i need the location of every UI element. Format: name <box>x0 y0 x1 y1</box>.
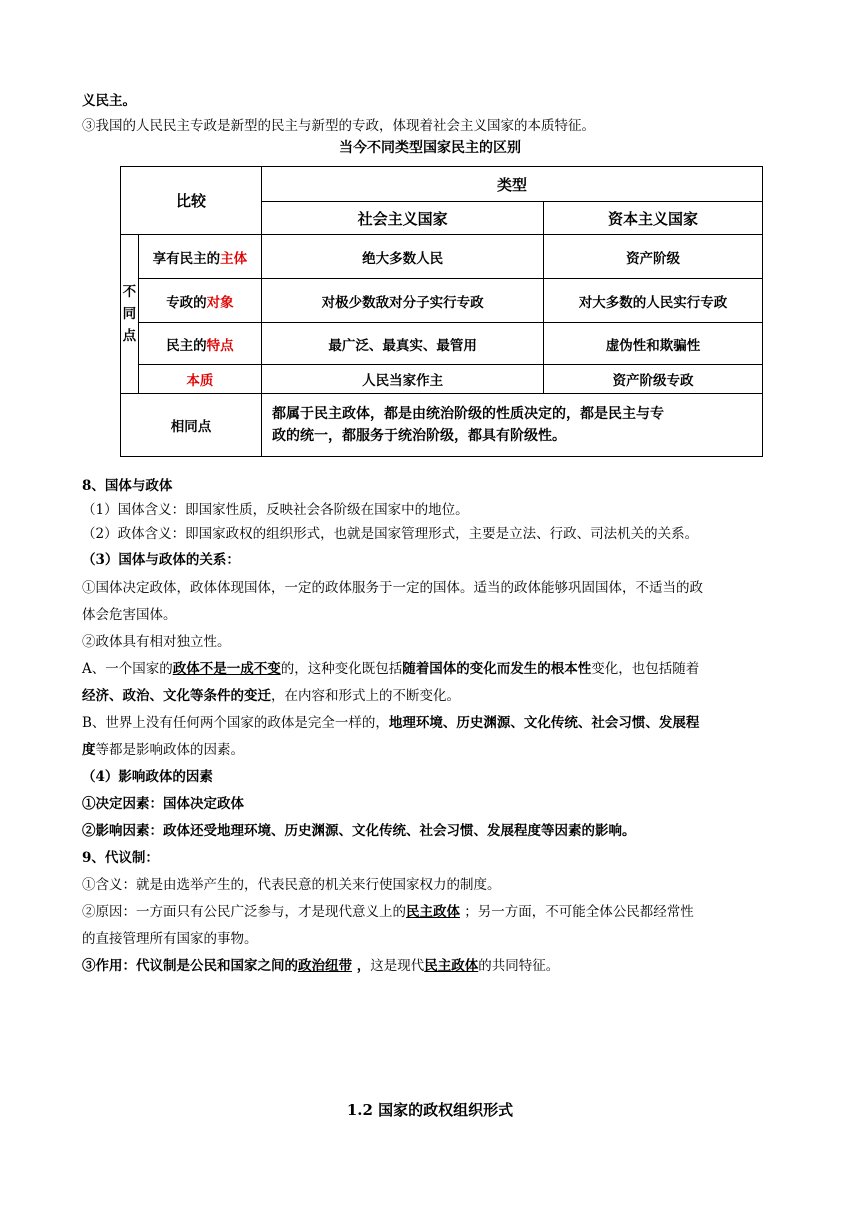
table-row <box>121 394 763 457</box>
section-9-title: 9、代议制： <box>82 850 159 866</box>
table-caption: 当今不同类型国家民主的区别 <box>339 140 521 156</box>
intro-line-1: 义民主。 <box>82 93 136 109</box>
type-header: 类型 <box>262 167 763 202</box>
s8-p7: ①决定因素：国体决定政体 <box>82 796 244 812</box>
compare-header: 比较 <box>121 167 262 235</box>
same-label: 相同点 <box>121 394 262 457</box>
s9-p2: ②原因：一方面只有公民广泛参与，才是现代意义上的民主政体 ；另一方面，不可能全体公民都经常性 <box>82 904 694 920</box>
table-row <box>121 323 763 365</box>
s8-p6: （4）影响政体的因素 <box>82 769 213 785</box>
same-text <box>262 394 763 457</box>
table-row <box>121 365 763 394</box>
section-8-title: 8、国体与政体 <box>82 478 173 494</box>
capitalist-cell: 资产阶级专政 <box>544 365 763 394</box>
row-label: 专政的对象 <box>138 279 261 323</box>
socialist-cell: 绝大多数人民 <box>262 235 544 279</box>
socialist-header: 社会主义国家 <box>262 202 544 235</box>
s8-p8: ②影响因素：政体还受地理环境、历史渊源、文化传统、社会习惯、发展程度等因素的影响。 <box>82 823 636 839</box>
s8-point-b-cont: 度等都是影响政体的因素。 <box>82 742 244 758</box>
s8-point-a: A、一个国家的政体不是一成不变的，这种变化既包括随着国体的变化而发生的根本性变化，也包括随着 <box>82 661 700 677</box>
s8-p3: （3）国体与政体的关系： <box>82 552 240 568</box>
s8-p2: （2）政体含义：即国家政权的组织形式，也就是国家管理形式，主要是立法、行政、司法机关的关系。 <box>82 526 699 542</box>
s8-point-b: B、世界上没有任何两个国家的政体是完全一样的，地理环境、历史渊源、文化传统、社会习惯、发展程 <box>82 715 700 731</box>
s9-p2-cont: 的直接管理所有国家的事物。 <box>82 931 258 947</box>
s9-p1: ①含义：就是由选举产生的，代表民意的机关来行使国家权力的制度。 <box>82 877 501 893</box>
s8-p4b: 体会危害国体。 <box>82 607 177 623</box>
capitalist-cell: 资产阶级 <box>544 235 763 279</box>
capitalist-cell: 对大多数的人民实行专政 <box>544 279 763 323</box>
s8-p1: （1）国体含义：即国家性质，反映社会各阶级在国家中的地位。 <box>82 502 469 518</box>
socialist-cell: 对极少数敌对分子实行专政 <box>262 279 544 323</box>
row-label: 民主的特点 <box>138 323 261 365</box>
comparison-table <box>120 166 763 457</box>
capitalist-header: 资本主义国家 <box>544 202 763 235</box>
section-subtitle: 1.2 国家的政权组织形式 <box>346 1101 514 1119</box>
same-text-line-1: 都属于民主政体，都是由统治阶级的性质决定的，都是民主与专 <box>272 406 665 422</box>
s8-p5: ②政体具有相对独立性。 <box>82 634 231 650</box>
s8-p4a: ①国体决定政体，政体体现国体，一定的政体服务于一定的国体。适当的政体能够巩固国体，不适当的政 <box>82 580 703 596</box>
socialist-cell: 人民当家作主 <box>262 365 544 394</box>
diff-label: 不同点 <box>121 235 139 394</box>
intro-line-2: ③我国的人民民主专政是新型的民主与新型的专政，体现着社会主义国家的本质特征。 <box>82 118 595 134</box>
s8-point-a-cont: 经济、政治、文化等条件的变迁，在内容和形式上的不断变化。 <box>82 688 460 704</box>
same-text-line-2: 政的统一，都服务于统治阶级，都具有阶级性。 <box>272 428 567 444</box>
table-row <box>121 279 763 323</box>
row-label: 享有民主的主体 <box>138 235 261 279</box>
row-label: 本质 <box>138 365 261 394</box>
capitalist-cell: 虚伪性和欺骗性 <box>544 323 763 365</box>
table-row <box>121 235 763 279</box>
socialist-cell: 最广泛、最真实、最管用 <box>262 323 544 365</box>
s9-p3: ③作用：代议制是公民和国家之间的政治纽带 ，这是现代民主政体的共同特征。 <box>82 958 560 974</box>
